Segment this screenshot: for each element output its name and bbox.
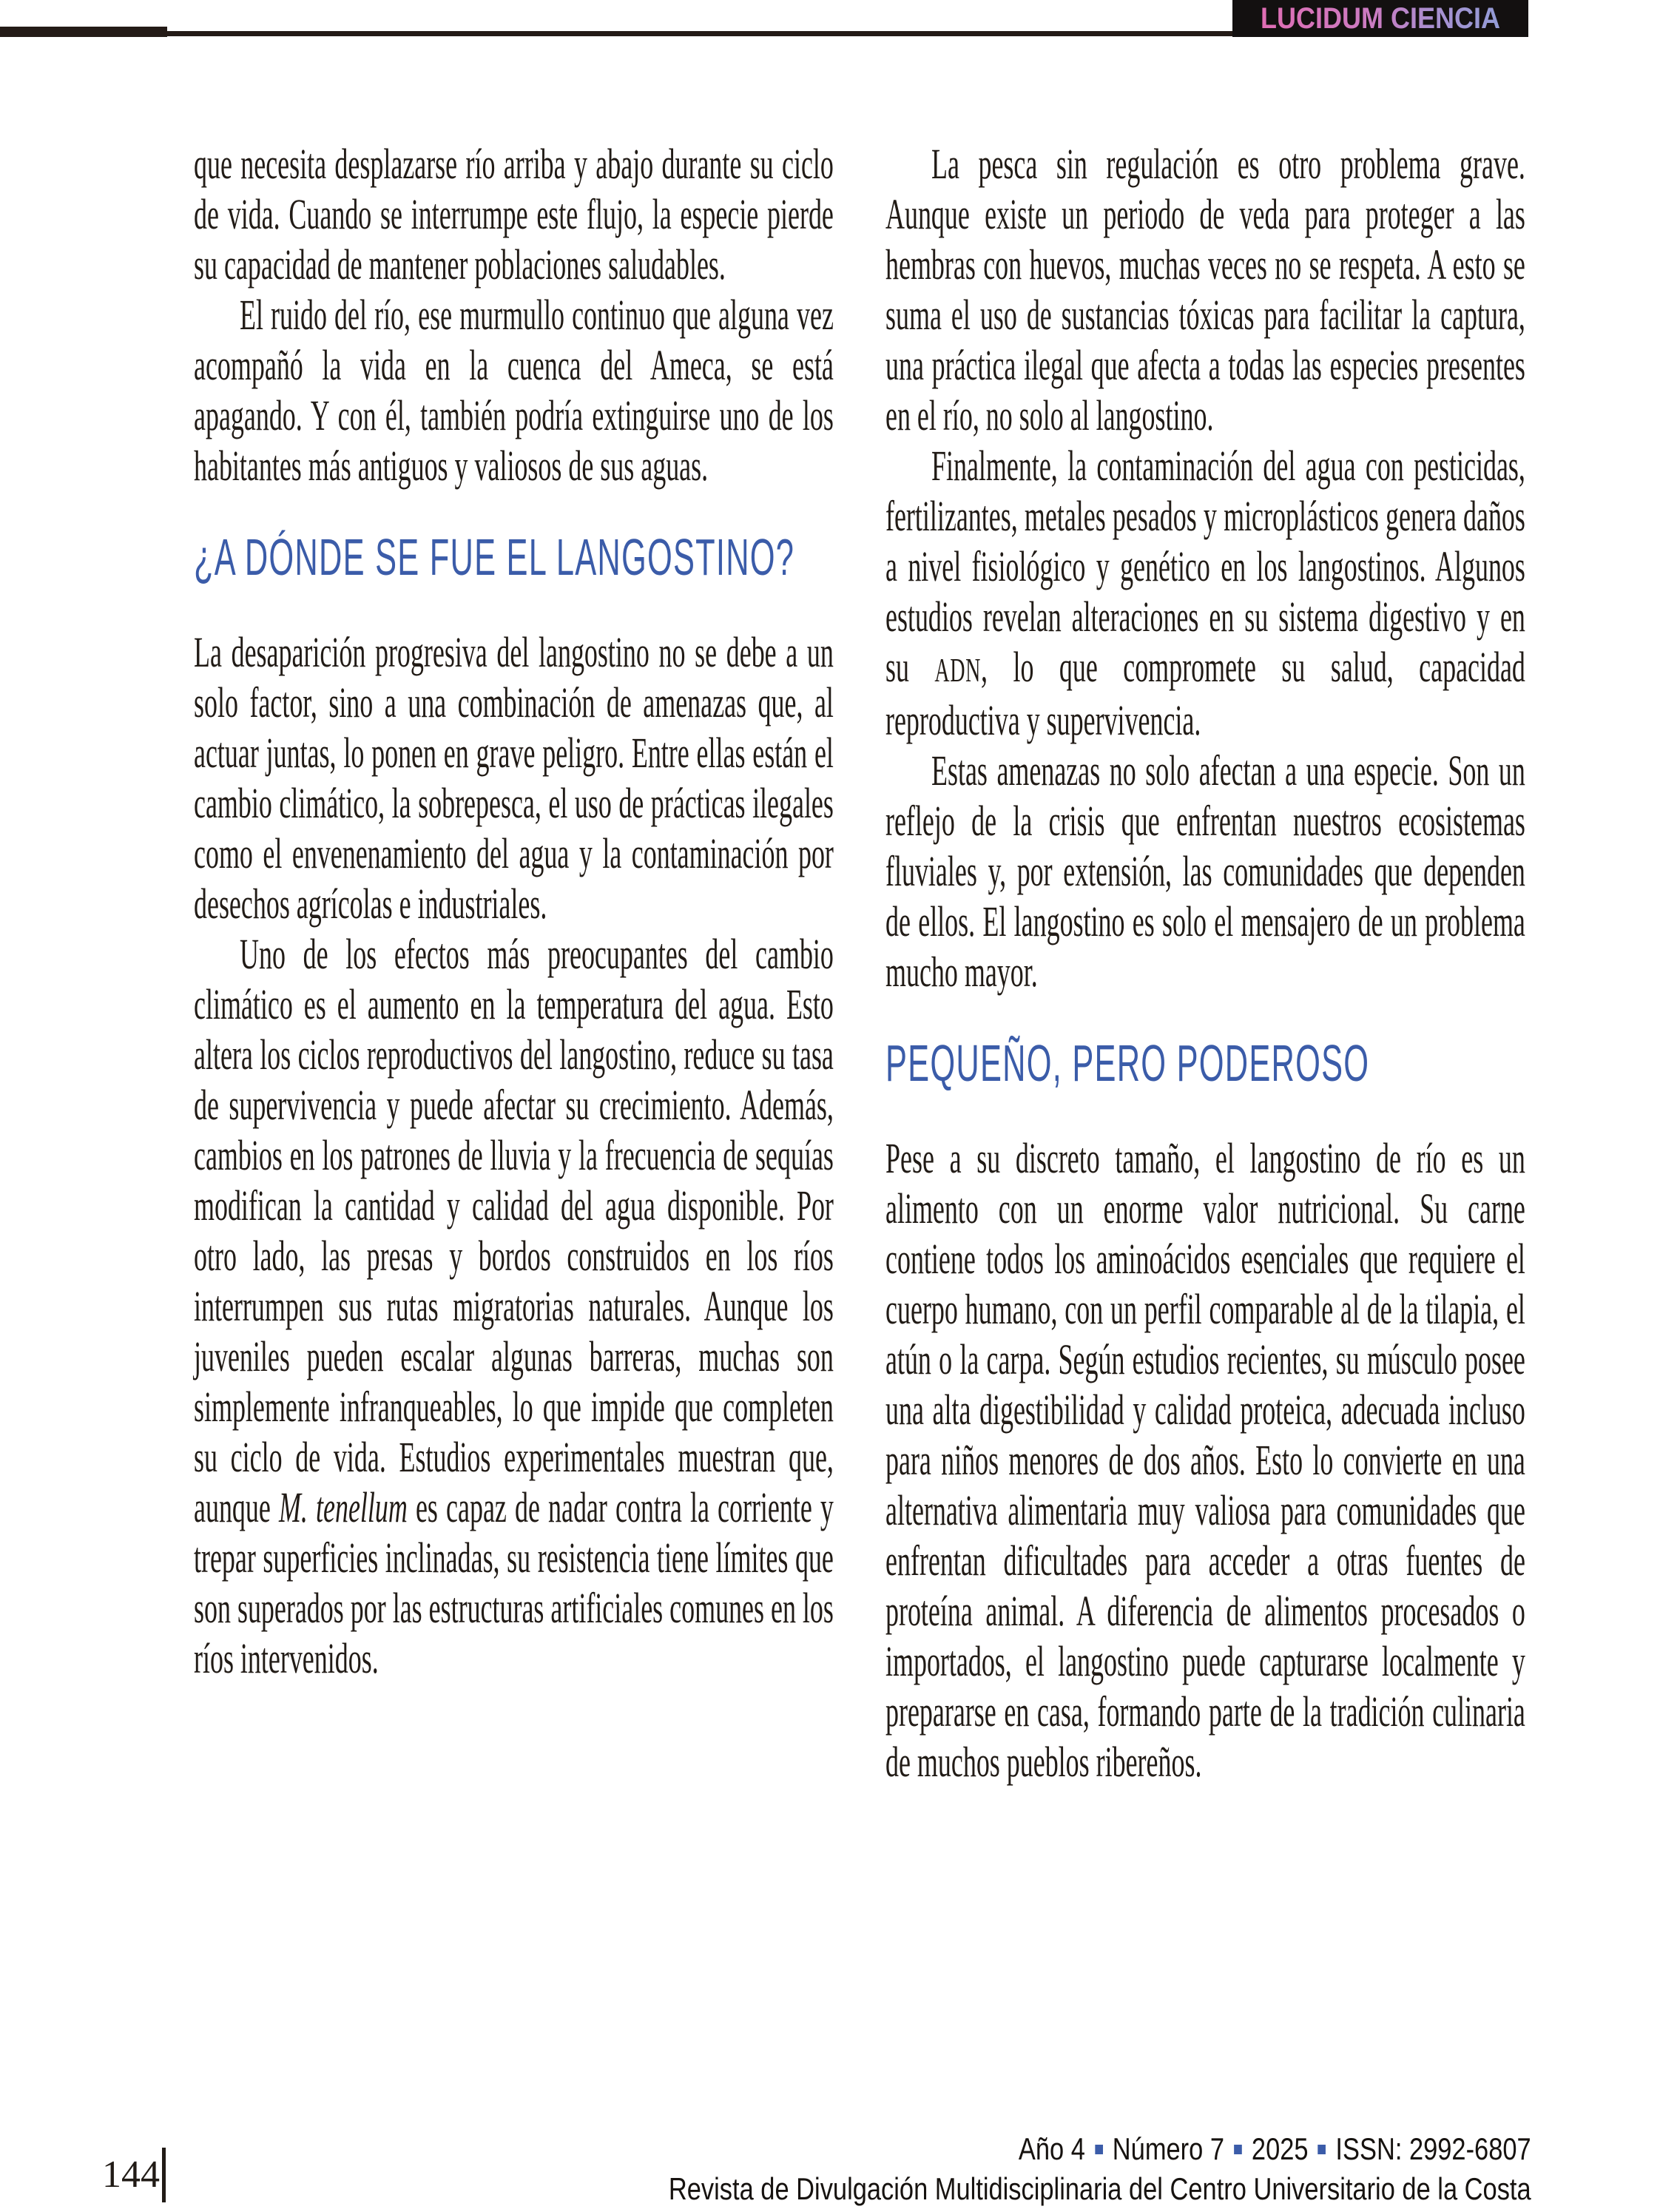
footer-issue-number: Número 7 (1113, 2131, 1225, 2166)
page-number: 144 (102, 2154, 160, 2196)
paragraph-text: , lo que compromete su salud, capacidad reproductiva y supervivencia. (885, 643, 1525, 744)
footer-journal-name: Revista de Divulgación Multidisciplinaria del Centro Universitario de la Costa (669, 2171, 1531, 2206)
adn-abbreviation: ADN (934, 652, 982, 689)
page-number-divider (162, 2148, 166, 2202)
footer-year: Año 4 (1019, 2131, 1086, 2166)
paragraph-text: Uno de los efectos más preocupantes del cambio climático es el aumento en la temperatura del agua. Esto altera los ciclos reproductivos del langostino, reduce su tasa de supervivencia y puede afectar su crecimiento. Además, cambios en los patrones de lluvia y la frecuencia de sequías modifican la cantidad y calidad del agua disponible. Por otro lado, las presas y bordos construidos en los ríos interrumpen sus rutas migratorias naturales. Aunque los juveniles pueden escalar algunas barreras, muchas son simplemente infranqueables, lo que impide que completen su ciclo de vida. Estudios experimentales muestran que, aunque (194, 930, 834, 1531)
body-paragraph: La pesca sin regulación es otro problema grave. Aunque existe un periodo de veda para proteger a las hembras con huevos, muchas veces no se respeta. A esto se suma el uso de sustancias tóxicas para facilitar la captura, una práctica ilegal que afecta a todas las especies presentes en el río, no solo al langostino. (885, 140, 1525, 439)
species-name-italic: M. tenellum (278, 1483, 408, 1531)
footer-issn: ISSN: 2992-6807 (1335, 2131, 1531, 2166)
left-column (194, 139, 834, 1684)
separator-square-icon (1318, 2145, 1326, 2154)
footer-journal-info (669, 2129, 1531, 2209)
footer-issue-line (669, 2129, 1531, 2169)
body-paragraph (885, 441, 1525, 746)
body-paragraph: Pese a su discreto tamaño, el langostino de río es un alimento con un enorme valor nutricional. Su carne contiene todos los aminoácidos esenciales que requiere el cuerpo humano, con un perfil comparable al de la tilapia, el atún o la carpa. Según estudios recientes, su músculo posee una alta digestibilidad y calidad proteica, adecuada incluso para niños menores de dos años. Esto lo convierte en una alternativa alimentaria muy valiosa para comunidades que enfrentan dificultades para acceder a otras fuentes de proteína animal. A diferencia de alimentos procesados o importados, el langostino puede capturarse localmente y prepararse en casa, formando parte de la tradición culinaria de muchos pueblos ribereños. (885, 1134, 1525, 1786)
section-heading-poderoso: PEQUEÑO, PERO PODEROSO (885, 1034, 1370, 1092)
right-column (885, 139, 1525, 1787)
body-paragraph (194, 929, 834, 1684)
footer-publication-year: 2025 (1252, 2131, 1309, 2166)
separator-square-icon (1095, 2145, 1103, 2154)
magazine-logo-text: LUCIDUM CIENCIA (1261, 0, 1500, 37)
paragraph-text: es capaz de nadar contra la corriente y trepar superficies inclinadas, su resistencia tiene límites que son superados por las estructuras artificiales comunes en los ríos intervenidos. (194, 1483, 834, 1682)
body-paragraph: La desaparición progresiva del langostino no se debe a un solo factor, sino a una combinación de amenazas que, al actuar juntas, lo ponen en grave peligro. Entre ellas están el cambio climático, la sobrepesca, el uso de prácticas ilegales como el envenenamiento del agua y la contaminación por desechos agrícolas e industriales. (194, 628, 834, 928)
magazine-logo (1232, 0, 1528, 37)
body-paragraph: Estas amenazas no solo afectan a una especie. Son un reflejo de la crisis que enfrentan nuestros ecosistemas fluviales y, por extensión, las comunidades que dependen de ellos. El langostino es solo el mensajero de un problema mucho mayor. (885, 746, 1525, 996)
section-heading-langostino: ¿A DÓNDE SE FUE EL LANGOSTINO? (194, 528, 795, 586)
separator-square-icon (1234, 2145, 1242, 2154)
body-paragraph: que necesita desplazarse río arriba y abajo durante su ciclo de vida. Cuando se interrumpe este flujo, la especie pierde su capacidad de mantener poblaciones saludables. (194, 140, 834, 289)
paragraph-text: Finalmente, la contaminación del agua con pesticidas, fertilizantes, metales pesados y microplásticos genera daños a nivel fisiológico y genético en los langostinos. Algunos estudios revelan alteraciones en su sistema digestivo y en su (885, 442, 1525, 691)
body-paragraph: El ruido del río, ese murmullo continuo que alguna vez acompañó la vida en la cuenca del Ameca, se está apagando. Y con él, también podría extinguirse uno de los habitantes más antiguos y valiosos de sus aguas. (194, 291, 834, 490)
